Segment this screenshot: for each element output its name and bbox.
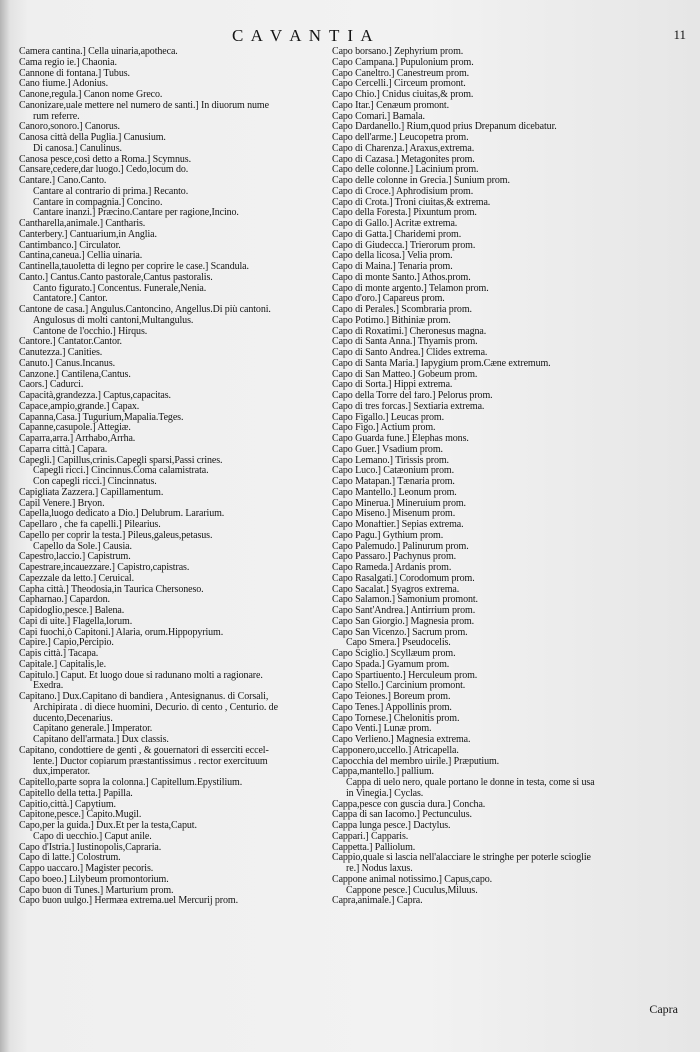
catchword: Capra (649, 1002, 678, 1016)
dictionary-entry-line: Capo Minerua.] Mineruium prom. (332, 498, 466, 509)
dictionary-entry-line: Cantharella,animale.] Cantharis. (19, 219, 146, 229)
dictionary-entry-line: Cappa,mantello.] pallium. (332, 767, 434, 778)
dictionary-entry-line: Capire.] Capio,Percipio. (19, 638, 114, 649)
right-column (332, 47, 688, 907)
dictionary-entry-line: Capanna,Casa.] Tugurium,Mapalia.Teges. (19, 412, 184, 423)
dictionary-entry-line: Cannone di fontana.] Tubus. (19, 68, 130, 79)
dictionary-entry-line: Capo d'Istria.] Iustinopolis,Capraria. (19, 842, 162, 853)
dictionary-entry-line: Canto.] Cantus.Canto pastorale,Cantus pastoralis. (19, 272, 213, 283)
dictionary-entry-line: Capo Verlieno.] Magnesia extrema. (332, 735, 471, 745)
dictionary-entry-line: Cama regio ie.] Chaonia. (19, 57, 117, 68)
dictionary-entry-line: Capello da Sole.] Causia. (33, 541, 132, 552)
dictionary-entry-line: Capo Teiones.] Boreum prom. (332, 692, 451, 702)
dictionary-entry-line: Canosa pesce,così detto a Roma.] Scymnus. (19, 154, 191, 165)
dictionary-entry-line: Capo San Giorgio.] Magnesia prom. (332, 616, 475, 627)
dictionary-entry-line: Capo di Maina.] Tenaria prom. (332, 262, 453, 272)
dictionary-entry-line: Capigliata Zazzera.] Capillamentum. (19, 487, 164, 498)
dictionary-entry-line: Canutezza.] Canities. (19, 348, 103, 358)
dictionary-entry-line: Capitale.] Capitalis,le. (19, 659, 107, 670)
dictionary-entry-line: Capidoglio,pesce.] Balena. (19, 606, 125, 616)
dictionary-entry-line: re.] Nodus laxus. (346, 864, 413, 874)
dictionary-entry-line: Capo Guer.] Vsadium prom. (332, 444, 443, 455)
dictionary-entry-line: Capo Lemano.] Tirissis prom. (332, 455, 449, 466)
left-column (19, 47, 327, 907)
dictionary-entry-line: Capha città.] Theodosia,in Taurica Chersoneso. (19, 584, 204, 595)
dictionary-entry-line: Cantare inanzi.] Præcino.Cantare per ragione,Incino. (33, 208, 239, 219)
dictionary-entry-line: Capo delle colonne in Grecia.] Sunium prom. (332, 176, 510, 186)
dictionary-entry-line: Capo buon di Tunes.] Marturium prom. (19, 885, 174, 896)
dictionary-entry-line: rum referre. (33, 111, 80, 122)
dictionary-entry-line: Capo,per la guida.] Dux.Et per la testa,Caput. (19, 821, 197, 831)
dictionary-entry-line: Capestro,laccio.] Capistrum. (19, 552, 131, 563)
dictionary-entry-line: Capezzale da letto.] Ceruical. (19, 573, 134, 584)
dictionary-entry-line: Cappone animal notissimo.] Capus,capo. (332, 874, 493, 885)
page-gutter-shadow (0, 0, 10, 1052)
dictionary-entry-line: Capra,animale.] Capra. (332, 896, 423, 907)
dictionary-entry-line: Capi di uite.] Flagella,lorum. (19, 616, 133, 627)
dictionary-entry-line: Capo Figo.] Actium prom. (332, 423, 436, 434)
dictionary-entry-line: Capo Sant'Andrea.] Antirrium prom. (332, 606, 476, 616)
dictionary-entry-line: Cappa,pesce con guscia dura.] Concha. (332, 799, 486, 810)
dictionary-entry-line: Capo della licosa.] Velia prom. (332, 251, 453, 262)
dictionary-entry-line: Capitone,pesce.] Capito.Mugil. (19, 810, 142, 821)
dictionary-entry-line: Cantina,caneua.] Cellia uinaria. (19, 251, 143, 262)
dictionary-entry-line: Capo Tenes.] Appollinis prom. (332, 702, 452, 713)
dictionary-entry-line: Capo Mantello.] Leonum prom. (332, 487, 457, 498)
dictionary-entry-line: lente.] Ductor copiarum præstantissimus . rector exercituum (33, 756, 268, 767)
dictionary-entry-line: Cantore.] Cantator.Cantor. (19, 337, 122, 348)
dictionary-entry-line: Capitello,parte sopra la colonna.] Capitellum.Epystilium. (19, 778, 243, 788)
dictionary-entry-line: Capello per coprir la testa.] Pileus,galeus,petasus. (19, 530, 213, 541)
dictionary-entry-line: Capestrare,incauezzare.] Capistro,capistras. (19, 563, 190, 573)
dictionary-entry-line: Capella,luogo dedicato a Dio.] Delubrum. Lararium. (19, 509, 225, 520)
dictionary-entry-line: Capo Chio.] Cnidus ciuitas,& prom. (332, 90, 474, 100)
dictionary-entry-line: Capo di monte argento.] Telamon prom. (332, 283, 489, 294)
dictionary-entry-line: Cappetta.] Palliolum. (332, 842, 416, 853)
dictionary-entry-line: Capitano, condottiere de genti , & gouernatori di esserciti eccel- (19, 745, 269, 756)
dictionary-entry-line: Capo di San Matteo.] Gobeum prom. (332, 369, 478, 380)
dictionary-entry-line: Capo Stello.] Carcinium promont. (332, 681, 466, 692)
page-number: 11 (673, 27, 686, 42)
dictionary-entry-line: Cantone de casa.] Angulus.Cantoncino, Angellus.Di più cantoni. (19, 305, 271, 315)
dictionary-entry-line: Capo Cercelli.] Circeum promont. (332, 79, 466, 90)
dictionary-entry-line: Capo Tornese.] Chelonitis prom. (332, 713, 460, 724)
dictionary-entry-line: Capo di Gatta.] Charidemi prom. (332, 229, 462, 240)
dictionary-entry-line: Capo Potimo.] Bithiniæ prom. (332, 315, 451, 326)
dictionary-entry-line: Capitano.] Dux.Capitano di bandiera , Antesignanus. di Corsali, (19, 692, 269, 702)
dictionary-entry-line: Exedra. (33, 681, 64, 692)
dictionary-entry-line: Capo San Vicenzo.] Sacrum prom. (332, 627, 468, 638)
dictionary-entry-line: Capo Rameda.] Ardanis prom. (332, 563, 452, 573)
dictionary-entry-line: Capo Monaftier.] Sepias extrema. (332, 520, 464, 530)
dictionary-entry-line: Capharnao.] Capardon. (19, 595, 110, 606)
dictionary-entry-line: Capo Rasalgati.] Corodomum prom. (332, 573, 475, 584)
running-head: C A V A N T I A (232, 26, 375, 45)
dictionary-entry-line: Capo Caneltro.] Canestreum prom. (332, 68, 470, 79)
dictionary-entry-line: Caparra città.] Capara. (19, 444, 108, 455)
dictionary-entry-line: Canonizare,uale mettere nel numero de santi.] In diuorum nume (19, 100, 269, 111)
dictionary-entry-line: Canterbery.] Cantuarium,in Anglia. (19, 229, 157, 240)
dictionary-entry-line: Cappo uaccaro.] Magister pecoris. (19, 864, 154, 874)
dictionary-entry-line: Capo borsano.] Zephyrium prom. (332, 47, 464, 57)
dictionary-entry-line: Camera cantina.] Cella uinaria,apotheca. (19, 47, 178, 57)
dictionary-entry-line: Capo Itar.] Cenæum promont. (332, 100, 450, 111)
dictionary-entry-line: Cappa lunga pesce.] Dactylus. (332, 821, 451, 831)
dictionary-entry-line: Capitello della tetta.] Papilla. (19, 788, 133, 799)
dictionary-entry-line: Capo della Foresta.] Pixuntum prom. (332, 208, 477, 219)
dictionary-entry-line: Capo Spada.] Gyamum prom. (332, 659, 450, 670)
dictionary-entry-line: Capo di Santa Anna.] Thyamis prom. (332, 337, 478, 348)
dictionary-entry-line: Capo dell'arme.] Leucopetra prom. (332, 133, 469, 143)
dictionary-entry-line: Cantone de l'occhio.] Hirqus. (33, 326, 148, 337)
dictionary-entry-line: Capo di Crota.] Troni ciuitas,& extrema. (332, 197, 491, 208)
dictionary-entry-line: Capo Dardanello.] Rium,quod prius Drepanum dicebatur. (332, 122, 557, 133)
dictionary-entry-line: Capo Passaro.] Pachynus prom. (332, 552, 457, 563)
dictionary-entry-line: Cantare in compagnia.] Concino. (33, 197, 163, 208)
dictionary-entry-line: Capi fuochi,ò Capitoni.] Alaria, orum.Hippopyrium. (19, 627, 224, 638)
dictionary-entry-line: Capitano dell'armata.] Dux classis. (33, 735, 169, 745)
dictionary-entry-line: Capis città.] Tacapa. (19, 649, 99, 659)
dictionary-entry-line: Capo Luco.] Catæonium prom. (332, 466, 455, 477)
dictionary-entry-line: Capegli.] Capillus,crinis.Capegli sparsi,Passi crines. (19, 455, 223, 466)
dictionary-entry-line: Capo Spartiuento.] Herculeum prom. (332, 670, 478, 681)
dictionary-entry-line: Cantimbanco.] Circulator. (19, 240, 121, 251)
dictionary-entry-line: Canone,regula.] Canon nome Greco. (19, 90, 163, 100)
dictionary-entry-line: Capo di Charenza.] Araxus,extrema. (332, 143, 475, 154)
dictionary-entry-line: Cantatore.] Cantor. (33, 294, 108, 305)
dictionary-entry-line: Capo Campana.] Pupulonium prom. (332, 57, 474, 68)
dictionary-entry-line: Capo Pagu.] Gythium prom. (332, 530, 444, 541)
dictionary-entry-line: Cappa di san Iacomo.] Pectunculus. (332, 810, 472, 821)
dictionary-entry-line: Canzone.] Cantilena,Cantus. (19, 369, 131, 380)
dictionary-entry-line: Con capegli ricci.] Cincinnatus. (33, 477, 157, 487)
dictionary-entry-line: Canosa città della Puglia.] Canusium. (19, 133, 166, 143)
dictionary-entry-line: Cano fiume.] Adonius. (19, 79, 109, 90)
dictionary-entry-line: Cantare al contrario di prima.] Recanto. (33, 186, 189, 197)
dictionary-entry-line: Capo di tres forcas.] Sextiaria extrema. (332, 401, 485, 412)
page-header (0, 26, 700, 48)
dictionary-entry-line: Capo Venti.] Lunæ prom. (332, 724, 432, 735)
dictionary-entry-line: Capanne,casupole.] Attegiæ. (19, 423, 131, 434)
dictionary-entry-line: Capo Smera.] Pseudocelis. (346, 638, 451, 649)
dictionary-entry-line: Capo Salamon.] Samonium promont. (332, 595, 478, 606)
dictionary-entry-line: Capitulo.] Caput. Et luogo doue si radunano molti a ragionare. (19, 670, 263, 681)
dictionary-entry-line: Cappone pesce.] Cuculus,Miluus. (346, 885, 478, 896)
dictionary-entry-line: Cappari.] Capparis. (332, 831, 409, 842)
dictionary-entry-line: Capo di Santo Andrea.] Clides extrema. (332, 348, 488, 358)
dictionary-entry-line: Capo buon uulgo.] Hermæa extrema.uel Mercurij prom. (19, 896, 239, 907)
dictionary-entry-line: Cansare,cedere,dar luogo.] Cedo,locum do. (19, 165, 189, 176)
dictionary-entry-line: Capitio,città.] Capytium. (19, 799, 116, 810)
dictionary-entry-line: ducento,Decenarius. (33, 713, 113, 724)
dictionary-entry-line: Cantinella,tauoletta di legno per coprire le case.] Scandula. (19, 262, 249, 272)
dictionary-entry-line: Capo della Torre del faro.] Pelorus prom. (332, 391, 493, 401)
dictionary-entry-line: Caors.] Cadurci. (19, 380, 84, 391)
dictionary-entry-line: Capo di Croce.] Aphrodisium prom. (332, 186, 474, 197)
dictionary-entry-line: Canuto.] Canus.Incanus. (19, 358, 116, 369)
dictionary-entry-line: Archipirata . di diece huomini, Decurio. di cento , Centurio. de (33, 702, 278, 713)
dictionary-entry-line: Capo di Santa Maria.] Iapygium prom.Cæne extremum. (332, 358, 551, 369)
dictionary-entry-line: Cappio,quale si lascia nell'alacciare le stringhe per poterle scioglie (332, 853, 591, 864)
dictionary-entry-line: Capo Guarda fune.] Elephas mons. (332, 434, 469, 444)
dictionary-entry-line: Capo boeo.] Lilybeum promontorium. (19, 874, 169, 885)
dictionary-entry-line: Capo di Gallo.] Acritæ extrema. (332, 219, 458, 229)
dictionary-entry-line: Capo Sciglio.] Scyllæum prom. (332, 649, 456, 659)
dictionary-entry-line: Angulosus di molti cantoni,Multangulus. (33, 315, 194, 326)
dictionary-entry-line: Capacità,grandezza.] Captus,capacitas. (19, 391, 171, 401)
dictionary-entry-line: Capo Matapan.] Tænaria prom. (332, 477, 455, 487)
dictionary-entry-line: Capo Palemudo.] Palinurum prom. (332, 541, 469, 552)
dictionary-entry-line: Capitano generale.] Imperator. (33, 724, 153, 735)
dictionary-entry-line: Capo Figallo.] Leucas prom. (332, 412, 444, 423)
dictionary-entry-line: Cappa di uelo nero, quale portano le donne in testa, come si usa (346, 778, 595, 788)
dictionary-entry-line: Capo d'oro.] Capareus prom. (332, 294, 445, 305)
dictionary-entry-line: Cantare.] Cano.Canto. (19, 176, 107, 186)
dictionary-entry-line: Capellaro , che fa capelli.] Pilearius. (19, 520, 161, 530)
dictionary-entry-line: Capo di uecchio.] Caput anile. (33, 831, 152, 842)
dictionary-entry-line: Canoro,sonoro.] Canorus. (19, 122, 120, 133)
dictionary-entry-line: Capo di Sorta.] Hippi extrema. (332, 380, 453, 391)
dictionary-entry-line: Capo di Perales.] Scombraria prom. (332, 305, 472, 315)
dictionary-entry-line: Capo di latte.] Colostrum. (19, 853, 121, 864)
dictionary-entry-line: Capo di Roxatimi.] Cheronesus magna. (332, 326, 487, 337)
dictionary-entry-line: Capo di monte Santo.] Athos.prom. (332, 272, 471, 283)
dictionary-entry-line: Canto figurato.] Concentus. Funerale,Nenia. (33, 283, 207, 294)
dictionary-entry-line: Capo Miseno.] Misenum prom. (332, 509, 456, 520)
dictionary-entry-line: Capo Sacalat.] Syagros extrema. (332, 584, 460, 595)
dictionary-entry-line: Capil Venere.] Bryon. (19, 498, 105, 509)
dictionary-entry-line: Caparra,arra.] Arrhabo,Arrha. (19, 434, 136, 444)
dictionary-entry-line: Capace,ampio,grande.] Capax. (19, 401, 140, 412)
dictionary-entry-line: Capegli ricci.] Cincinnus.Coma calamistrata. (33, 466, 209, 477)
dictionary-entry-line: Capo di Cazasa.] Metagonites prom. (332, 154, 475, 165)
dictionary-entry-line: in Vinegia.] Cyclas. (346, 788, 424, 799)
dictionary-entry-line: Di canosa.] Canulinus. (33, 143, 122, 154)
dictionary-entry-line: dux,imperator. (33, 767, 90, 778)
dictionary-entry-line: Capo Comari.] Bamala. (332, 111, 425, 122)
dictionary-entry-line: Capocchia del membro uirile.] Præputium. (332, 756, 500, 767)
dictionary-entry-line: Capo di Giudecca.] Trierorum prom. (332, 240, 476, 251)
dictionary-entry-line: Capponero,uccello.] Atricapella. (332, 745, 459, 756)
dictionary-entry-line: Capo delle colonne.] Lacinium prom. (332, 165, 479, 176)
